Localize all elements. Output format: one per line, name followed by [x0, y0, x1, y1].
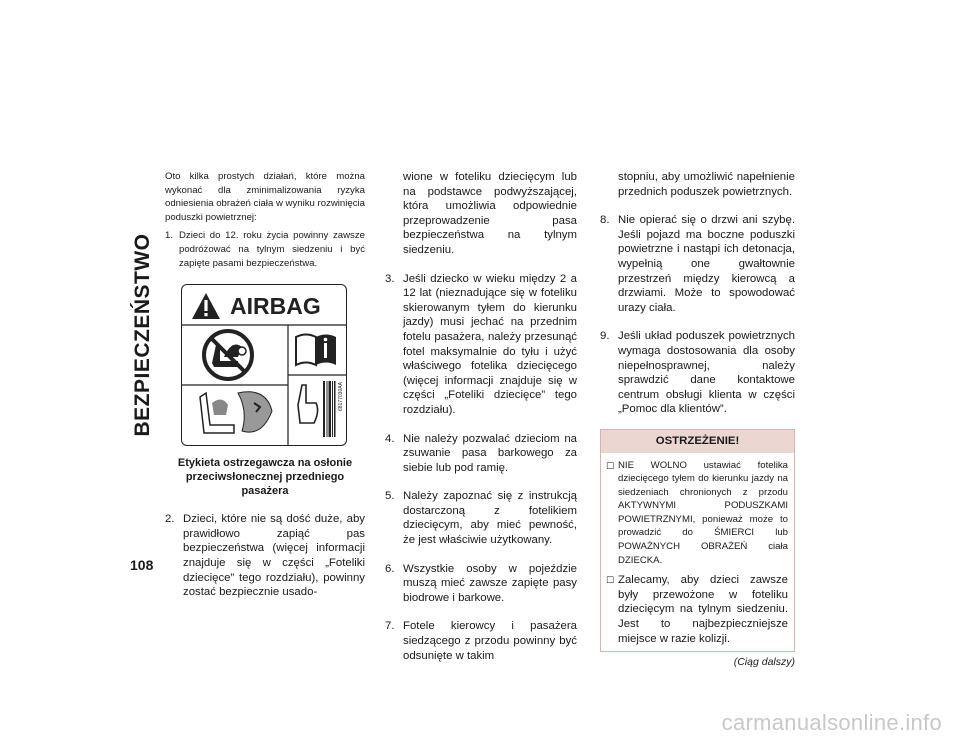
section-side-title-text: BEZPIECZEŃSTWO — [131, 233, 154, 437]
warning-box — [600, 429, 795, 652]
checkbox-square-icon: ☐ — [606, 460, 615, 471]
warning-item — [606, 573, 788, 646]
owner-manual-icon — [296, 335, 336, 366]
warning-body — [601, 453, 794, 652]
list-item-number: 8. — [600, 214, 610, 227]
column-3 — [600, 170, 795, 670]
warning-item-text: Zalecamy, aby dzieci zawsze były przewożone w foteliku dziecięcym na tylnym siedzeniu. Jest to najbezpieczniejsze miejsce w razie kolizji. — [618, 574, 788, 645]
list-item-number: 1. — [165, 230, 174, 242]
list-item-number: 9. — [600, 330, 610, 343]
list-item-number: 2. — [165, 513, 175, 526]
airbag-label-illustration — [182, 285, 346, 445]
list-item-text: Fotele kierowcy i pasażera siedzącego z przodu powinny być odsunięte w takim — [403, 620, 577, 662]
list-item-number: 6. — [385, 562, 395, 575]
checkbox-square-icon: ☐ — [606, 575, 615, 586]
list-item-6 — [385, 562, 577, 606]
list-item-number: 7. — [385, 620, 395, 633]
page-number: 108 — [130, 557, 154, 573]
list-item-text: Jeśli dziecko w wieku między 2 a 12 lat (nieznadujące się w foteliku skierowanym tyłem do kierunku jazdy) musi jechać na przednim fotelu pasażera, należy przesunąć fotel maksymalnie do tyłu i użyć właściwego fotelika dziecięcego (więcej informacji znajduje się w części „Foteliki dziecięce” tego rozdziału). — [403, 272, 577, 416]
list-item-5 — [385, 489, 577, 547]
list-item-number: 5. — [385, 490, 395, 503]
column-1 — [165, 170, 365, 600]
continued-text: stopniu, aby umożliwić napełnienie przednich poduszek powietrznych. — [618, 171, 795, 198]
list-item-number: 4. — [385, 432, 395, 445]
watermark: carmanualsonline.info — [721, 710, 942, 735]
warning-triangle-icon — [192, 293, 220, 319]
no-rear-facing-child-seat-icon — [204, 331, 252, 379]
list-item-text: Nie opierać się o drzwi ani szybę. Jeśli pojazd ma boczne poduszki powietrzne i nastąpi ich detonacja, wypełnią one gwałtownie przestrzeń między kierowcą a drzwiami. Może to spowodować urazy ciała. — [618, 214, 795, 314]
list-item-text: Dzieci do 12. roku życia powinny zawsze podróżować na tylnym siedzeniu i być zapięte pasami bezpieczeństwa. — [179, 230, 365, 269]
list-item-text: Wszystkie osoby w pojeździe muszą mieć zawsze zapięte pasy biodrowe i barkowe. — [403, 562, 577, 604]
list-item-7 — [385, 619, 577, 663]
continued-text: wione w foteliku dziecięcym lub na podstawce podwyższającej, która umożliwia odpowiednie przeprowadzenie pasa bezpieczeństwa na tylnym siedzeniu. — [403, 171, 577, 256]
pointing-finger-icon — [298, 385, 318, 423]
warning-item — [606, 459, 788, 568]
list-item-text: Jeśli układ poduszek powietrznych wymaga dostosowania dla osoby niepełnosprawnej, należy sprawdzić dane kontaktowe centrum obsługi klienta w części „Pomoc dla klientów”. — [618, 330, 795, 416]
list-item-3 — [385, 272, 577, 418]
list-item-4 — [385, 432, 577, 476]
list-item-text: Należy zapoznać się z instrukcją dostarczoną z fotelikiem dziecięcym, aby mieć pewność, że jest właściwie użytkowany. — [403, 490, 577, 547]
list-item-2 — [165, 512, 365, 600]
airbag-deployment-icon — [200, 392, 272, 433]
list-item-8 — [600, 213, 795, 315]
warning-item-text: NIE WOLNO ustawiać fotelika dziecięcego tyłem do kierunku jazdy na siedzeniach chronionych z przodu AKTYWNYMI PODUSZKAMI POWIETRZNYMI, ponieważ może to prowadzić do ŚMIERCI lub POWAŻNYCH OBRAŻEŃ ciała DZIECKA. — [618, 459, 788, 566]
intro-paragraph: Oto kilka prostych działań, które można wykonać dla zminimalizowania ryzyka odniesienia obrażeń ciała w wyniku rozwinięcia poduszki powietrznej: — [165, 171, 365, 223]
airbag-word: AIRBAG — [230, 293, 321, 320]
barcode-code: 68177030AA — [338, 382, 344, 412]
airbag-warning-label-figure — [181, 284, 347, 446]
list-item-text: Nie należy pozwalać dzieciom na zsuwanie pasa barkowego za siebie lub pod ramię. — [403, 432, 577, 474]
continued-marker: (Ciąg dalszy) — [733, 656, 795, 669]
column-2 — [385, 170, 577, 663]
list-item-number: 3. — [385, 272, 395, 285]
list-item-9 — [600, 329, 795, 417]
barcode — [323, 381, 336, 437]
list-item-text: Dzieci, które nie są dość duże, aby prawidłowo zapiąć pas bezpieczeństwa (więcej informacji znajduje się w części „Foteliki dziecięce” tego rozdziału), powinny zostać bezpiecznie usado- — [183, 513, 365, 599]
warning-title: OSTRZEŻENIE! — [601, 430, 794, 453]
section-side-title — [126, 170, 160, 500]
list-item-1 — [165, 229, 365, 270]
figure-caption: Etykieta ostrzegawcza na osłonie przeciwsłonecznej przedniego pasażera — [177, 457, 353, 498]
